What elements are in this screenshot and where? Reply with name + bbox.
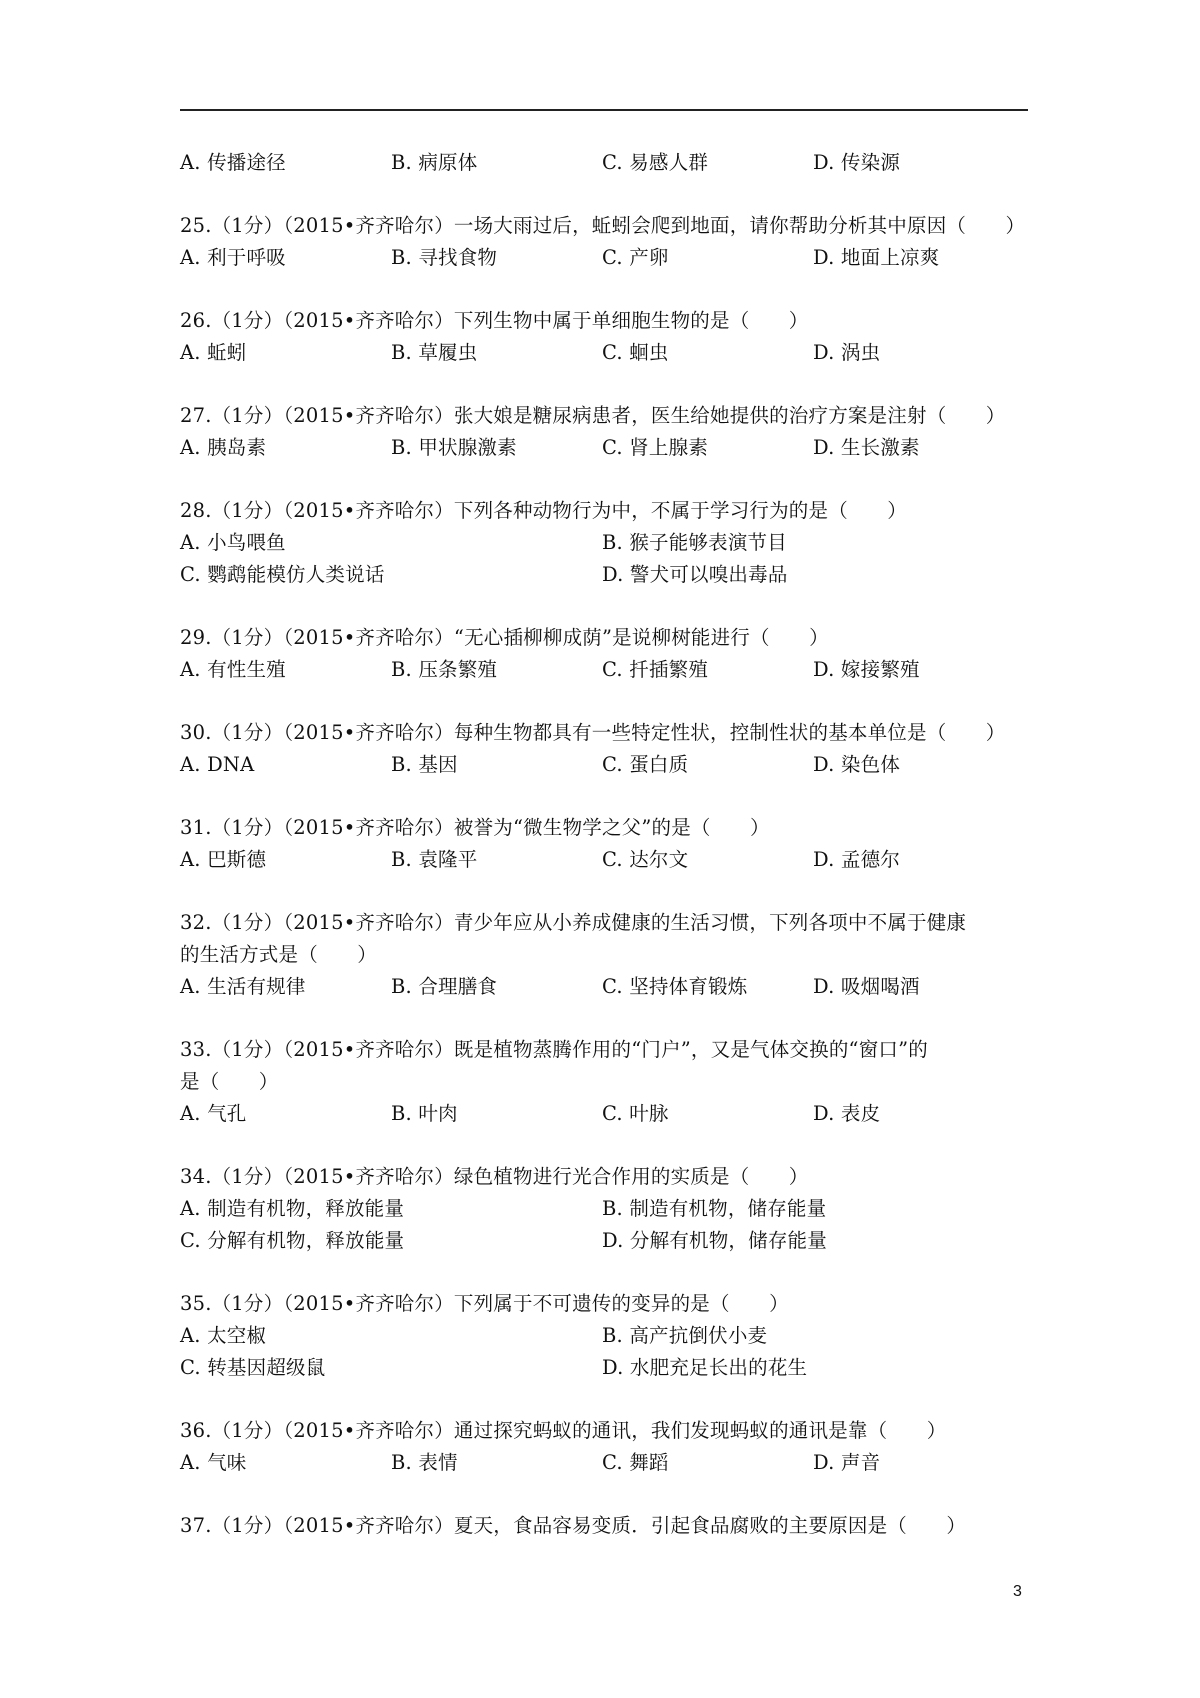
question-text: 26.（1分）（2015•齐齐哈尔）下列生物中属于单细胞生物的是（ ） [180, 309, 809, 332]
option-a: A. 太空椒 [180, 1324, 267, 1347]
question-text-continued: 是（ ） [180, 1070, 279, 1093]
page-number: 3 [1013, 1583, 1022, 1600]
option-c: C. 鹦鹉能模仿人类说话 [180, 563, 385, 586]
option-b: B. 基因 [391, 753, 458, 776]
option-d: D. 传染源 [813, 151, 901, 174]
option-d: D. 声音 [813, 1451, 881, 1474]
option-d: D. 警犬可以嗅出毒品 [602, 563, 788, 586]
option-a: A. 利于呼吸 [180, 246, 286, 269]
option-c: C. 产卵 [602, 246, 669, 269]
option-b: B. 寻找食物 [391, 246, 498, 269]
option-d: D. 孟德尔 [813, 848, 901, 871]
option-c: C. 转基因超级鼠 [180, 1356, 326, 1379]
option-d: D. 涡虫 [813, 341, 881, 364]
question-text: 37.（1分）（2015•齐齐哈尔）夏天，食品容易变质．引起食品腐败的主要原因是（ ） [180, 1514, 967, 1537]
question-text: 25.（1分）（2015•齐齐哈尔）一场大雨过后，蚯蚓会爬到地面，请你帮助分析其中原因（ ） [180, 214, 1026, 237]
option-a: A. 蚯蚓 [180, 341, 247, 364]
option-d: D. 嫁接繁殖 [813, 658, 920, 681]
option-c: C. 舞蹈 [602, 1451, 669, 1474]
option-c: C. 扦插繁殖 [602, 658, 709, 681]
question-text: 36.（1分）（2015•齐齐哈尔）通过探究蚂蚁的通讯，我们发现蚂蚁的通讯是靠（ ） [180, 1419, 947, 1442]
question-text: 30.（1分）（2015•齐齐哈尔）每种生物都具有一些特定性状，控制性状的基本单位是（ ） [180, 721, 1006, 744]
option-c: C. 达尔文 [602, 848, 689, 871]
option-a: A. 气孔 [180, 1102, 247, 1125]
option-b: B. 袁隆平 [391, 848, 478, 871]
option-d: D. 地面上凉爽 [813, 246, 940, 269]
question-text: 35.（1分）（2015•齐齐哈尔）下列属于不可遗传的变异的是（ ） [180, 1292, 789, 1315]
option-a: A. 有性生殖 [180, 658, 286, 681]
question-text: 32.（1分）（2015•齐齐哈尔）青少年应从小养成健康的生活习惯，下列各项中不属于健康 [180, 911, 967, 934]
option-c: C. 易感人群 [602, 151, 709, 174]
option-b: B. 制造有机物，储存能量 [602, 1197, 827, 1220]
question-text: 34.（1分）（2015•齐齐哈尔）绿色植物进行光合作用的实质是（ ） [180, 1165, 809, 1188]
option-a: A. 制造有机物，释放能量 [180, 1197, 405, 1220]
option-d: D. 染色体 [813, 753, 901, 776]
question-text: 29.（1分）（2015•齐齐哈尔）“无心插柳柳成荫”是说柳树能进行（ ） [180, 626, 829, 649]
option-c: C. 叶脉 [602, 1102, 669, 1125]
option-a: A. DNA [180, 753, 255, 776]
option-d: D. 吸烟喝酒 [813, 975, 920, 998]
option-b: B. 草履虫 [391, 341, 478, 364]
option-d: D. 分解有机物，储存能量 [602, 1229, 827, 1252]
header-rule [180, 109, 1028, 111]
question-text: 31.（1分）（2015•齐齐哈尔）被誉为“微生物学之父”的是（ ） [180, 816, 770, 839]
option-a: A. 胰岛素 [180, 436, 267, 459]
option-d: D. 生长激素 [813, 436, 920, 459]
option-b: B. 高产抗倒伏小麦 [602, 1324, 768, 1347]
option-b: B. 甲状腺激素 [391, 436, 517, 459]
question-text-continued: 的生活方式是（ ） [180, 943, 378, 966]
question-text: 33.（1分）（2015•齐齐哈尔）既是植物蒸腾作用的“门户”，又是气体交换的“窗口”的 [180, 1038, 928, 1061]
option-b: B. 叶肉 [391, 1102, 458, 1125]
option-a: A. 小鸟喂鱼 [180, 531, 286, 554]
option-a: A. 生活有规律 [180, 975, 306, 998]
option-b: B. 合理膳食 [391, 975, 498, 998]
option-a: A. 传播途径 [180, 151, 286, 174]
option-c: C. 蛔虫 [602, 341, 669, 364]
option-a: A. 巴斯德 [180, 848, 267, 871]
option-b: B. 表情 [391, 1451, 458, 1474]
option-a: A. 气味 [180, 1451, 247, 1474]
option-b: B. 病原体 [391, 151, 478, 174]
option-c: C. 坚持体育锻炼 [602, 975, 748, 998]
question-text: 28.（1分）（2015•齐齐哈尔）下列各种动物行为中，不属于学习行为的是（ ） [180, 499, 907, 522]
option-c: C. 蛋白质 [602, 753, 689, 776]
option-d: D. 表皮 [813, 1102, 881, 1125]
question-text: 27.（1分）（2015•齐齐哈尔）张大娘是糖尿病患者，医生给她提供的治疗方案是注射（ ） [180, 404, 1006, 427]
option-c: C. 分解有机物，释放能量 [180, 1229, 405, 1252]
option-b: B. 压条繁殖 [391, 658, 498, 681]
option-c: C. 肾上腺素 [602, 436, 709, 459]
option-b: B. 猴子能够表演节目 [602, 531, 787, 554]
option-d: D. 水肥充足长出的花生 [602, 1356, 808, 1379]
